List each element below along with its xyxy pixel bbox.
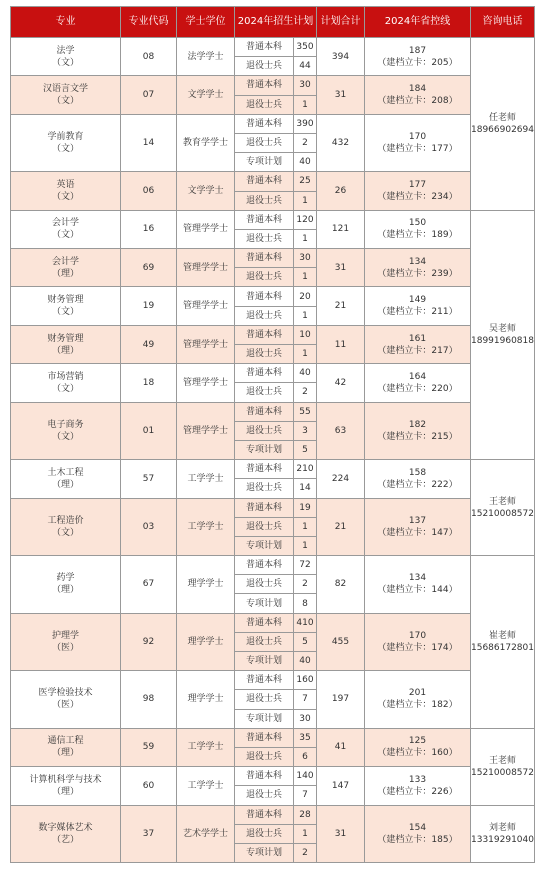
major-name: 计算机科学与技术 xyxy=(29,774,102,785)
contact-phone[interactable]: 15210008572 xyxy=(471,508,534,519)
plan-type: 退役士兵 xyxy=(235,632,294,651)
major-code: 57 xyxy=(121,460,177,498)
major-cell xyxy=(11,402,121,460)
plan-count: 140 xyxy=(294,767,317,786)
plan-count: 1 xyxy=(294,95,317,114)
contact-name: 吴老师 xyxy=(488,323,516,334)
major-category: （文） xyxy=(51,383,79,394)
plan-count: 10 xyxy=(294,325,317,344)
table-row xyxy=(11,210,535,229)
plan-type: 专项计划 xyxy=(235,709,294,728)
plan-total: 31 xyxy=(317,805,365,863)
major-category: （艺） xyxy=(51,834,79,845)
contact-cell xyxy=(471,728,535,805)
major-code: 14 xyxy=(121,114,177,172)
score-line-cell xyxy=(365,210,471,248)
table-row xyxy=(11,728,535,747)
plan-total: 26 xyxy=(317,172,365,210)
plan-count: 2 xyxy=(294,133,317,152)
score-line-cell xyxy=(365,498,471,556)
score-line-note: （建档立卡：182） xyxy=(377,700,458,711)
major-category: （医） xyxy=(51,700,79,711)
plan-total: 82 xyxy=(317,556,365,614)
table-row xyxy=(11,114,535,133)
plan-total: 11 xyxy=(317,325,365,363)
table-row xyxy=(11,76,535,95)
degree-cell: 理学学士 xyxy=(177,556,235,614)
score-line-value: 187 xyxy=(408,45,427,56)
contact-cell xyxy=(471,210,535,459)
score-line-value: 134 xyxy=(408,256,427,267)
plan-count: 30 xyxy=(294,709,317,728)
major-name: 学前教育 xyxy=(47,132,84,143)
score-line-note: （建档立卡：208） xyxy=(377,96,458,107)
major-name: 数字媒体艺术 xyxy=(38,822,93,833)
plan-count: 210 xyxy=(294,460,317,479)
major-category: （文） xyxy=(51,307,79,318)
major-category: （文） xyxy=(51,527,79,538)
major-code: 01 xyxy=(121,402,177,460)
plan-total: 31 xyxy=(317,249,365,287)
table-row xyxy=(11,613,535,632)
major-name: 电子商务 xyxy=(47,419,84,430)
score-line-value: 134 xyxy=(408,573,427,584)
major-cell xyxy=(11,613,121,671)
major-cell xyxy=(11,460,121,498)
major-category: （医） xyxy=(51,642,79,653)
contact-name: 王老师 xyxy=(488,496,516,507)
score-line-value: 170 xyxy=(408,132,427,143)
plan-count: 40 xyxy=(294,652,317,671)
score-line-note: （建档立卡：226） xyxy=(377,786,458,797)
plan-count: 25 xyxy=(294,172,317,191)
major-code: 19 xyxy=(121,287,177,325)
table-row xyxy=(11,460,535,479)
plan-type: 普通本科 xyxy=(235,805,294,824)
header-total: 计划合计 xyxy=(317,7,365,38)
plan-count: 6 xyxy=(294,747,317,766)
degree-cell: 教育学学士 xyxy=(177,114,235,172)
score-line-note: （建档立卡：160） xyxy=(377,748,458,759)
score-line-cell xyxy=(365,76,471,114)
score-line-cell xyxy=(365,38,471,76)
major-cell xyxy=(11,172,121,210)
score-line-cell xyxy=(365,767,471,805)
plan-type: 普通本科 xyxy=(235,114,294,133)
score-line-note: （建档立卡：144） xyxy=(377,585,458,596)
score-line-cell xyxy=(365,613,471,671)
major-category: （理） xyxy=(51,748,79,759)
major-name: 会计学 xyxy=(51,256,79,267)
score-line-note: （建档立卡：222） xyxy=(377,479,458,490)
major-cell xyxy=(11,728,121,766)
major-code: 16 xyxy=(121,210,177,248)
plan-type: 退役士兵 xyxy=(235,479,294,498)
degree-cell: 文学学士 xyxy=(177,172,235,210)
contact-cell xyxy=(471,38,535,211)
degree-cell: 管理学学士 xyxy=(177,364,235,402)
plan-type: 退役士兵 xyxy=(235,824,294,843)
plan-count: 19 xyxy=(294,498,317,517)
table-row xyxy=(11,767,535,786)
score-line-value: 154 xyxy=(408,822,427,833)
contact-name: 任老师 xyxy=(488,112,516,123)
score-line-cell xyxy=(365,728,471,766)
table-row xyxy=(11,325,535,344)
plan-count: 30 xyxy=(294,76,317,95)
score-line-cell xyxy=(365,671,471,729)
degree-cell: 工学学士 xyxy=(177,460,235,498)
plan-type: 普通本科 xyxy=(235,613,294,632)
contact-name: 王老师 xyxy=(488,755,516,766)
major-name: 法学 xyxy=(56,45,75,56)
degree-cell: 法学学士 xyxy=(177,38,235,76)
plan-count: 40 xyxy=(294,364,317,383)
plan-total: 41 xyxy=(317,728,365,766)
score-line-note: （建档立卡：185） xyxy=(377,834,458,845)
major-code: 07 xyxy=(121,76,177,114)
plan-type: 普通本科 xyxy=(235,460,294,479)
plan-count: 1 xyxy=(294,191,317,210)
plan-count: 28 xyxy=(294,805,317,824)
plan-total: 42 xyxy=(317,364,365,402)
score-line-cell xyxy=(365,325,471,363)
plan-type: 退役士兵 xyxy=(235,575,294,594)
table-row xyxy=(11,498,535,517)
degree-cell: 管理学学士 xyxy=(177,287,235,325)
table-body xyxy=(11,38,535,863)
plan-count: 350 xyxy=(294,38,317,57)
plan-count: 410 xyxy=(294,613,317,632)
plan-count: 55 xyxy=(294,402,317,421)
major-category: （文） xyxy=(51,57,79,68)
plan-count: 1 xyxy=(294,824,317,843)
major-code: 60 xyxy=(121,767,177,805)
major-category: （文） xyxy=(51,192,79,202)
degree-cell: 理学学士 xyxy=(177,613,235,671)
score-line-value: 149 xyxy=(408,295,427,306)
major-code: 06 xyxy=(121,172,177,210)
plan-type: 退役士兵 xyxy=(235,747,294,766)
plan-count: 20 xyxy=(294,287,317,306)
plan-type: 退役士兵 xyxy=(235,191,294,210)
score-line-cell xyxy=(365,556,471,614)
table-row xyxy=(11,172,535,191)
major-name: 财务管理 xyxy=(47,333,84,344)
score-line-note: （建档立卡：189） xyxy=(377,230,458,241)
table-row xyxy=(11,249,535,268)
major-category: （理） xyxy=(51,585,79,596)
major-category: （文） xyxy=(51,144,79,155)
score-line-value: 161 xyxy=(408,333,427,344)
score-line-note: （建档立卡：177） xyxy=(377,144,458,155)
plan-total: 147 xyxy=(317,767,365,805)
score-line-value: 125 xyxy=(408,736,427,747)
contact-name: 崔老师 xyxy=(488,630,516,641)
major-cell xyxy=(11,364,121,402)
plan-type: 专项计划 xyxy=(235,594,294,613)
plan-type: 普通本科 xyxy=(235,76,294,95)
major-category: （理） xyxy=(51,268,79,279)
major-name: 工程造价 xyxy=(47,515,84,526)
score-line-cell xyxy=(365,114,471,172)
plan-type: 退役士兵 xyxy=(235,95,294,114)
score-line-value: 133 xyxy=(408,774,427,785)
major-cell xyxy=(11,671,121,729)
header-degree: 学士学位 xyxy=(177,7,235,38)
table-row xyxy=(11,38,535,57)
major-category: （理） xyxy=(51,345,79,356)
plan-count: 30 xyxy=(294,249,317,268)
score-line-value: 182 xyxy=(408,419,427,430)
major-code: 98 xyxy=(121,671,177,729)
score-line-value: 201 xyxy=(408,688,427,699)
plan-type: 普通本科 xyxy=(235,172,294,191)
major-code: 67 xyxy=(121,556,177,614)
score-line-note: （建档立卡：205） xyxy=(377,57,458,68)
plan-total: 21 xyxy=(317,498,365,556)
major-category: （文） xyxy=(51,230,79,241)
plan-count: 1 xyxy=(294,536,317,555)
plan-type: 普通本科 xyxy=(235,556,294,575)
major-name: 市场营销 xyxy=(47,371,84,382)
table-row xyxy=(11,402,535,421)
score-line-note: （建档立卡：215） xyxy=(377,431,458,442)
major-category: （理） xyxy=(51,479,79,490)
score-line-note: （建档立卡：239） xyxy=(377,268,458,279)
plan-type: 普通本科 xyxy=(235,38,294,57)
major-cell xyxy=(11,210,121,248)
table-row xyxy=(11,556,535,575)
plan-type: 普通本科 xyxy=(235,287,294,306)
score-line-value: 158 xyxy=(408,467,427,478)
degree-cell: 工学学士 xyxy=(177,767,235,805)
contact-phone[interactable]: 13319291040 xyxy=(471,834,534,845)
contact-cell xyxy=(471,556,535,729)
plan-type: 退役士兵 xyxy=(235,383,294,402)
plan-count: 160 xyxy=(294,671,317,690)
plan-type: 普通本科 xyxy=(235,767,294,786)
degree-cell: 艺术学学士 xyxy=(177,805,235,863)
plan-count: 72 xyxy=(294,556,317,575)
plan-type: 退役士兵 xyxy=(235,690,294,709)
plan-count: 8 xyxy=(294,594,317,613)
plan-type: 普通本科 xyxy=(235,325,294,344)
major-code: 59 xyxy=(121,728,177,766)
major-cell xyxy=(11,76,121,114)
plan-count: 5 xyxy=(294,440,317,459)
major-name: 财务管理 xyxy=(47,295,84,306)
plan-count: 120 xyxy=(294,210,317,229)
major-cell xyxy=(11,287,121,325)
plan-count: 1 xyxy=(294,268,317,287)
plan-type: 专项计划 xyxy=(235,440,294,459)
plan-count: 7 xyxy=(294,690,317,709)
major-cell xyxy=(11,249,121,287)
plan-type: 普通本科 xyxy=(235,498,294,517)
score-line-note: （建档立卡：147） xyxy=(377,527,458,538)
major-name: 护理学 xyxy=(51,630,79,641)
plan-count: 35 xyxy=(294,728,317,747)
plan-count: 1 xyxy=(294,517,317,536)
plan-total: 197 xyxy=(317,671,365,729)
major-code: 03 xyxy=(121,498,177,556)
plan-count: 1 xyxy=(294,306,317,325)
score-line-note: （建档立卡：220） xyxy=(377,383,458,394)
plan-count: 1 xyxy=(294,345,317,364)
plan-count: 14 xyxy=(294,479,317,498)
score-line-cell xyxy=(365,249,471,287)
plan-type: 退役士兵 xyxy=(235,57,294,76)
admission-plan-table xyxy=(10,6,535,863)
plan-type: 普通本科 xyxy=(235,671,294,690)
contact-phone[interactable]: 15686172801 xyxy=(471,642,534,653)
header-code: 专业代码 xyxy=(121,7,177,38)
plan-type: 普通本科 xyxy=(235,364,294,383)
plan-type: 普通本科 xyxy=(235,249,294,268)
major-code: 18 xyxy=(121,364,177,402)
header-major: 专业 xyxy=(11,7,121,38)
plan-count: 40 xyxy=(294,153,317,172)
major-code: 49 xyxy=(121,325,177,363)
plan-total: 432 xyxy=(317,114,365,172)
major-cell xyxy=(11,325,121,363)
score-line-cell xyxy=(365,402,471,460)
plan-type: 退役士兵 xyxy=(235,421,294,440)
contact-phone[interactable]: 15210008572 xyxy=(471,767,534,778)
plan-count: 390 xyxy=(294,114,317,133)
plan-count: 7 xyxy=(294,786,317,805)
score-line-note: （建档立卡：174） xyxy=(377,642,458,653)
major-category: （理） xyxy=(51,786,79,797)
plan-total: 21 xyxy=(317,287,365,325)
plan-count: 2 xyxy=(294,843,317,862)
major-cell xyxy=(11,38,121,76)
plan-total: 455 xyxy=(317,613,365,671)
major-code: 69 xyxy=(121,249,177,287)
major-code: 92 xyxy=(121,613,177,671)
plan-count: 44 xyxy=(294,57,317,76)
score-line-note: （建档立卡：234） xyxy=(377,192,458,202)
plan-count: 2 xyxy=(294,575,317,594)
plan-type: 退役士兵 xyxy=(235,345,294,364)
score-line-cell xyxy=(365,364,471,402)
major-cell xyxy=(11,498,121,556)
table-row xyxy=(11,671,535,690)
major-name: 汉语言文学 xyxy=(42,84,88,95)
plan-type: 专项计划 xyxy=(235,153,294,172)
score-line-note: （建档立卡：211） xyxy=(377,307,458,318)
degree-cell: 管理学学士 xyxy=(177,210,235,248)
plan-type: 专项计划 xyxy=(235,843,294,862)
plan-count: 5 xyxy=(294,632,317,651)
major-cell xyxy=(11,767,121,805)
plan-type: 退役士兵 xyxy=(235,517,294,536)
major-code: 37 xyxy=(121,805,177,863)
major-cell xyxy=(11,114,121,172)
major-name: 通信工程 xyxy=(47,736,84,747)
plan-total: 394 xyxy=(317,38,365,76)
major-cell xyxy=(11,556,121,614)
degree-cell: 文学学士 xyxy=(177,76,235,114)
plan-type: 普通本科 xyxy=(235,728,294,747)
plan-count: 3 xyxy=(294,421,317,440)
score-line-value: 164 xyxy=(408,371,427,382)
plan-type: 普通本科 xyxy=(235,210,294,229)
table-row xyxy=(11,364,535,383)
plan-total: 121 xyxy=(317,210,365,248)
contact-phone[interactable]: 18966902694 xyxy=(471,124,534,135)
contact-phone[interactable]: 18991960818 xyxy=(471,335,534,346)
plan-total: 31 xyxy=(317,76,365,114)
plan-type: 退役士兵 xyxy=(235,268,294,287)
header-score-line: 2024年省控线 xyxy=(365,7,471,38)
plan-type: 专项计划 xyxy=(235,536,294,555)
score-line-value: 170 xyxy=(408,630,427,641)
degree-cell: 管理学学士 xyxy=(177,402,235,460)
major-name: 英语 xyxy=(56,180,75,190)
major-category: （文） xyxy=(51,96,79,107)
score-line-cell xyxy=(365,287,471,325)
plan-count: 2 xyxy=(294,383,317,402)
plan-type: 退役士兵 xyxy=(235,229,294,248)
score-line-value: 137 xyxy=(408,515,427,526)
degree-cell: 理学学士 xyxy=(177,671,235,729)
table-row xyxy=(11,287,535,306)
major-code: 08 xyxy=(121,38,177,76)
major-name: 药学 xyxy=(56,573,75,584)
major-cell xyxy=(11,805,121,863)
plan-total: 224 xyxy=(317,460,365,498)
score-line-note: （建档立卡：217） xyxy=(377,345,458,356)
major-name: 土木工程 xyxy=(47,467,84,478)
table-row xyxy=(11,805,535,824)
score-line-value: 184 xyxy=(408,84,427,95)
plan-type: 专项计划 xyxy=(235,652,294,671)
score-line-cell xyxy=(365,805,471,863)
degree-cell: 管理学学士 xyxy=(177,249,235,287)
major-name: 医学检验技术 xyxy=(38,688,93,699)
score-line-value: 150 xyxy=(408,218,427,229)
header-row xyxy=(11,7,535,38)
contact-cell xyxy=(471,805,535,863)
plan-type: 普通本科 xyxy=(235,402,294,421)
degree-cell: 工学学士 xyxy=(177,728,235,766)
score-line-value: 177 xyxy=(408,180,427,190)
degree-cell: 工学学士 xyxy=(177,498,235,556)
contact-name: 刘老师 xyxy=(488,822,516,833)
degree-cell: 管理学学士 xyxy=(177,325,235,363)
plan-total: 63 xyxy=(317,402,365,460)
major-name: 会计学 xyxy=(51,218,79,229)
contact-cell xyxy=(471,460,535,556)
plan-count: 1 xyxy=(294,229,317,248)
plan-type: 退役士兵 xyxy=(235,786,294,805)
plan-type: 退役士兵 xyxy=(235,133,294,152)
plan-type: 退役士兵 xyxy=(235,306,294,325)
score-line-cell xyxy=(365,460,471,498)
header-plan: 2024年招生计划 xyxy=(235,7,317,38)
major-category: （文） xyxy=(51,431,79,442)
score-line-cell xyxy=(365,172,471,210)
header-contact: 咨询电话 xyxy=(471,7,535,38)
